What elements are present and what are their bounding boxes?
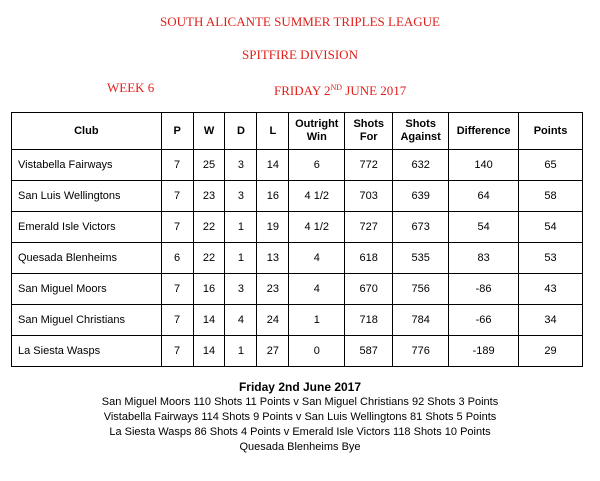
date-prefix: FRIDAY 2 <box>274 83 331 98</box>
played-cell: 7 <box>161 212 193 243</box>
club-cell: San Luis Wellingtons <box>12 181 162 212</box>
result-line: Vistabella Fairways 114 Shots 9 Points v San Luis Wellingtons 81 Shots 5 Points <box>103 411 497 423</box>
shots-against-cell: 639 <box>393 181 449 212</box>
result-line: La Siesta Wasps 86 Shots 4 Points v Emerald Isle Victors 118 Shots 10 Points <box>109 426 491 438</box>
date-ordinal-suffix: ND <box>330 83 343 92</box>
won-cell: 14 <box>193 305 225 336</box>
result-line: San Miguel Moors 110 Shots 11 Points v San Miguel Christians 92 Shots 3 Points <box>101 396 499 408</box>
drawn-cell: 1 <box>225 243 257 274</box>
column-header-lost: L <box>257 113 289 150</box>
lost-cell: 23 <box>257 274 289 305</box>
drawn-cell: 3 <box>225 150 257 181</box>
shots-for-cell: 718 <box>345 305 393 336</box>
week-label: WEEK 6 <box>107 80 155 95</box>
shots-against-cell: 784 <box>393 305 449 336</box>
points-cell: 43 <box>519 274 583 305</box>
outright-win-cell: 4 <box>289 274 345 305</box>
shots-against-cell: 756 <box>393 274 449 305</box>
difference-cell: -86 <box>449 274 519 305</box>
column-header-shots-for: Shots For <box>345 113 393 150</box>
lost-cell: 16 <box>257 181 289 212</box>
league-title: SOUTH ALICANTE SUMMER TRIPLES LEAGUE <box>160 14 440 29</box>
points-cell: 53 <box>519 243 583 274</box>
club-cell: San Miguel Christians <box>12 305 162 336</box>
played-cell: 7 <box>161 181 193 212</box>
outright-win-cell: 6 <box>289 150 345 181</box>
club-cell: Quesada Blenheims <box>12 243 162 274</box>
club-cell: La Siesta Wasps <box>12 336 162 367</box>
column-header-points: Points <box>519 113 583 150</box>
shots-for-cell: 670 <box>345 274 393 305</box>
results-section <box>0 380 600 455</box>
column-header-difference: Difference <box>449 113 519 150</box>
lost-cell: 24 <box>257 305 289 336</box>
played-cell: 7 <box>161 305 193 336</box>
played-cell: 7 <box>161 336 193 367</box>
league-table <box>11 112 583 367</box>
points-cell: 29 <box>519 336 583 367</box>
shots-against-cell: 535 <box>393 243 449 274</box>
lost-cell: 13 <box>257 243 289 274</box>
shots-for-cell: 587 <box>345 336 393 367</box>
drawn-cell: 1 <box>225 336 257 367</box>
won-cell: 22 <box>193 243 225 274</box>
difference-cell: -66 <box>449 305 519 336</box>
column-header-shots-against: Shots Against <box>393 113 449 150</box>
club-cell: Vistabella Fairways <box>12 150 162 181</box>
outright-win-cell: 0 <box>289 336 345 367</box>
drawn-cell: 4 <box>225 305 257 336</box>
drawn-cell: 1 <box>225 212 257 243</box>
played-cell: 7 <box>161 274 193 305</box>
played-cell: 6 <box>161 243 193 274</box>
outright-win-cell: 4 1/2 <box>289 181 345 212</box>
played-cell: 7 <box>161 150 193 181</box>
difference-cell: -189 <box>449 336 519 367</box>
lost-cell: 19 <box>257 212 289 243</box>
difference-cell: 64 <box>449 181 519 212</box>
table-row <box>12 243 583 274</box>
outright-win-cell: 4 <box>289 243 345 274</box>
shots-for-cell: 703 <box>345 181 393 212</box>
result-line: Quesada Blenheims Bye <box>239 441 361 453</box>
table-row <box>12 274 583 305</box>
table-row <box>12 150 583 181</box>
column-header-club: Club <box>12 113 162 150</box>
points-cell: 34 <box>519 305 583 336</box>
points-cell: 54 <box>519 212 583 243</box>
difference-cell: 54 <box>449 212 519 243</box>
column-header-drawn: D <box>225 113 257 150</box>
points-cell: 65 <box>519 150 583 181</box>
date-rest: JUNE 2017 <box>342 83 407 98</box>
date-label <box>274 80 406 99</box>
lost-cell: 27 <box>257 336 289 367</box>
won-cell: 25 <box>193 150 225 181</box>
division-title: SPITFIRE DIVISION <box>242 47 358 62</box>
difference-cell: 140 <box>449 150 519 181</box>
shots-against-cell: 776 <box>393 336 449 367</box>
drawn-cell: 3 <box>225 181 257 212</box>
club-cell: San Miguel Moors <box>12 274 162 305</box>
shots-for-cell: 772 <box>345 150 393 181</box>
drawn-cell: 3 <box>225 274 257 305</box>
column-header-played: P <box>161 113 193 150</box>
shots-against-cell: 632 <box>393 150 449 181</box>
shots-for-cell: 618 <box>345 243 393 274</box>
lost-cell: 14 <box>257 150 289 181</box>
shots-against-cell: 673 <box>393 212 449 243</box>
outright-win-cell: 1 <box>289 305 345 336</box>
won-cell: 14 <box>193 336 225 367</box>
difference-cell: 83 <box>449 243 519 274</box>
table-row <box>12 305 583 336</box>
results-heading: Friday 2nd June 2017 <box>238 380 362 394</box>
club-cell: Emerald Isle Victors <box>12 212 162 243</box>
column-header-won: W <box>193 113 225 150</box>
won-cell: 22 <box>193 212 225 243</box>
shots-for-cell: 727 <box>345 212 393 243</box>
table-header-row <box>12 113 583 150</box>
won-cell: 16 <box>193 274 225 305</box>
points-cell: 58 <box>519 181 583 212</box>
outright-win-cell: 4 1/2 <box>289 212 345 243</box>
column-header-outright-win: Outright Win <box>289 113 345 150</box>
won-cell: 23 <box>193 181 225 212</box>
table-row <box>12 336 583 367</box>
table-row <box>12 181 583 212</box>
table-row <box>12 212 583 243</box>
